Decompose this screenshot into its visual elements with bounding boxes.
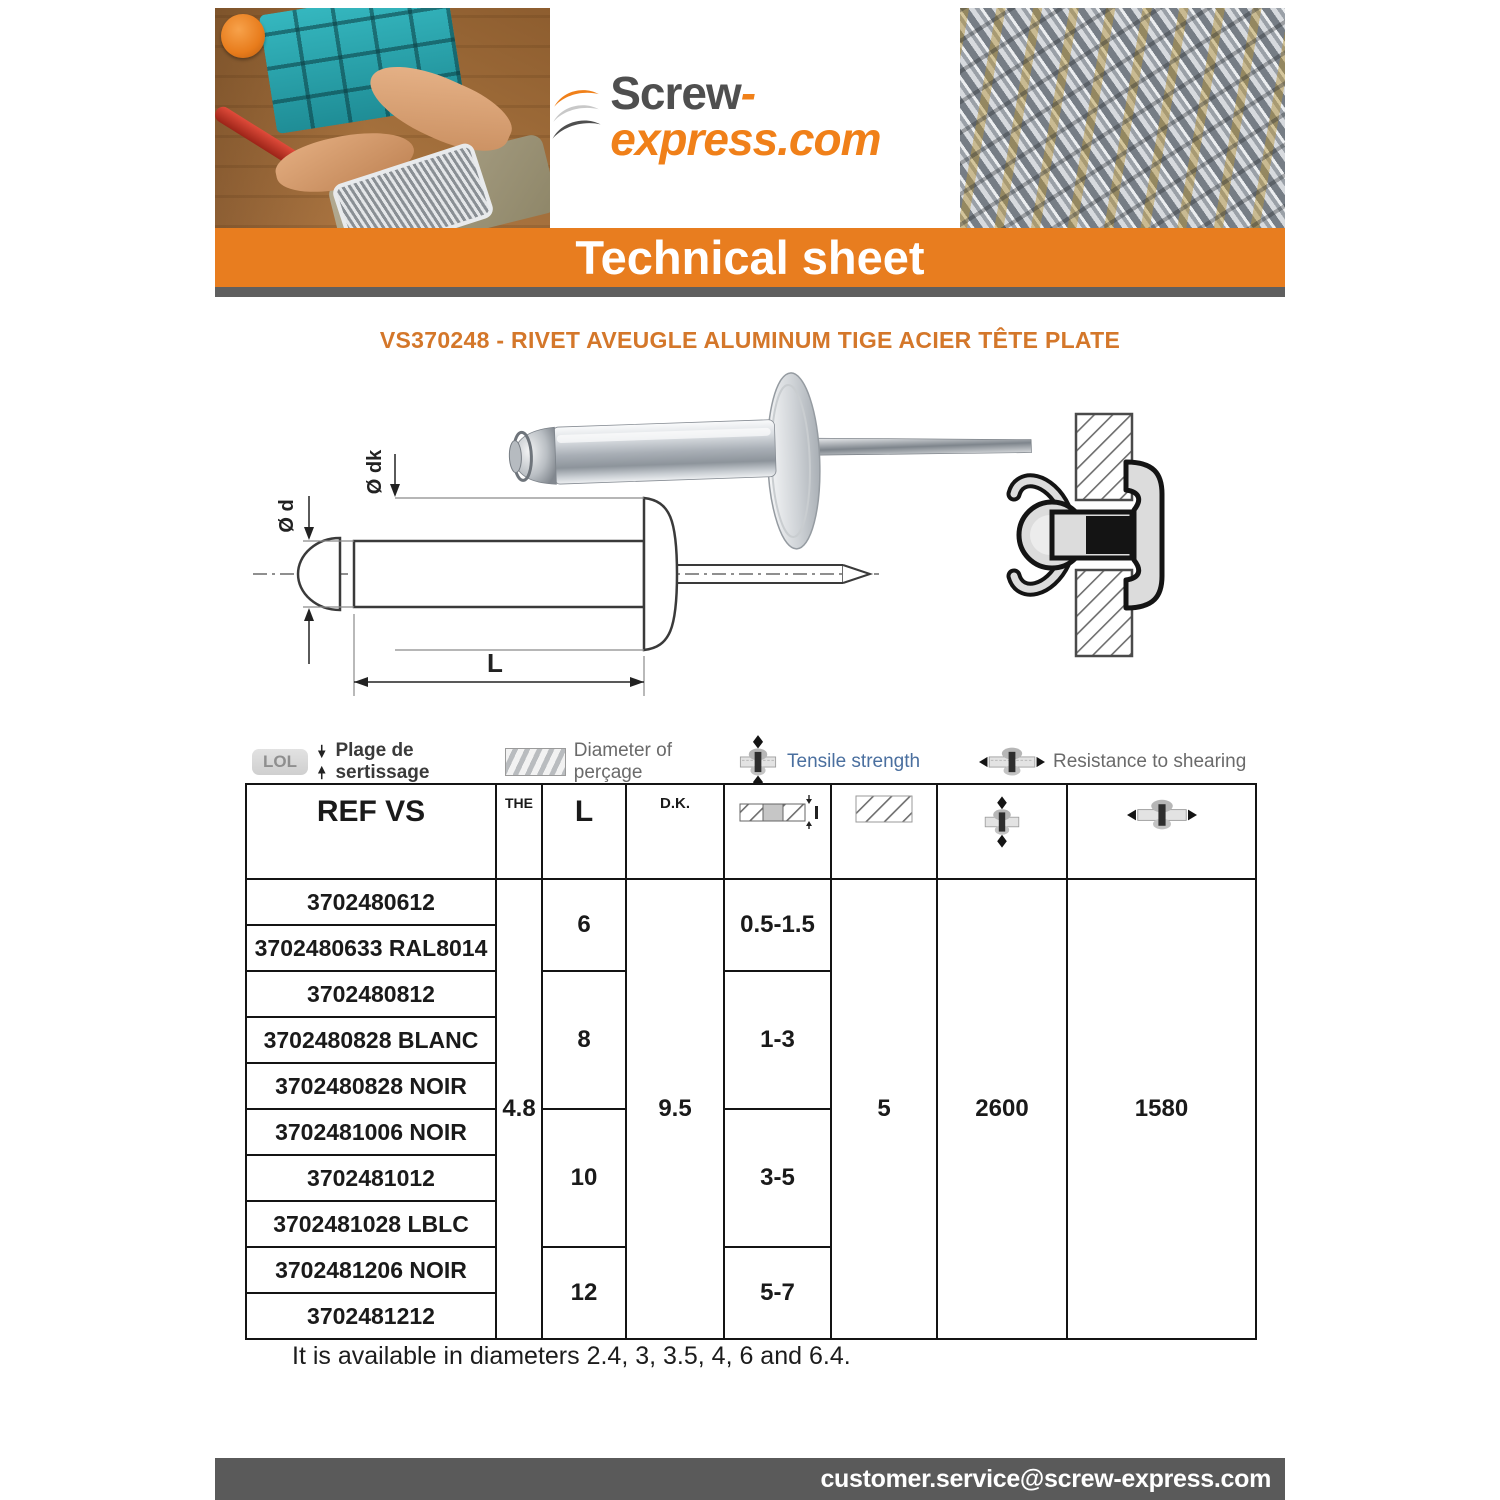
brand-logo <box>550 67 960 165</box>
crimp-range-cell: 0.5-1.5 <box>724 879 831 971</box>
dim-label-body-diameter: Ø d <box>276 499 298 533</box>
crimp-range-cell: 1-3 <box>724 971 831 1109</box>
ref-cell: 3702481212 <box>246 1293 496 1339</box>
tensile-strength-icon <box>737 734 779 790</box>
col-header-dk: D.K. <box>626 784 724 879</box>
ref-cell: 3702480612 <box>246 879 496 925</box>
tape-measure <box>221 14 265 58</box>
shear-resistance-icon <box>1127 795 1197 835</box>
ref-cell: 3702480633 RAL8014 <box>246 925 496 971</box>
crimp-badge: LOL <box>252 749 308 775</box>
logo-brand-orange: -express.com <box>610 67 881 165</box>
legend-row <box>252 740 1262 784</box>
crimp-range-cell: 3-5 <box>724 1109 831 1247</box>
length-cell: 12 <box>542 1247 626 1339</box>
footer-email: customer.service@screw-express.com <box>820 1464 1271 1493</box>
col-header-the: THE <box>496 784 542 879</box>
legend-crimp-range <box>252 740 505 784</box>
the-value-cell: 4.8 <box>496 879 542 1339</box>
ref-cell: 3702481206 NOIR <box>246 1247 496 1293</box>
screws-pile-photo <box>960 8 1285 228</box>
col-header-shear <box>1067 784 1256 879</box>
availability-note: It is available in diameters 2.4, 3, 3.5, 4, 6 and 6.4. <box>292 1342 851 1370</box>
length-cell: 6 <box>542 879 626 971</box>
technical-sheet-banner <box>215 228 1285 287</box>
length-cell: 8 <box>542 971 626 1109</box>
workbench-photo <box>215 8 550 228</box>
col-header-ref: REF VS <box>246 784 496 879</box>
ref-cell: 3702480828 BLANC <box>246 1017 496 1063</box>
logo-swoosh-icon <box>550 79 602 153</box>
header-strip <box>215 8 1285 228</box>
legend-crimp-label: Plage de sertissage <box>335 740 430 783</box>
length-cell: 10 <box>542 1109 626 1247</box>
drill-diameter-icon <box>855 795 913 823</box>
ref-cell: 3702480812 <box>246 971 496 1017</box>
col-header-drill-diameter <box>831 784 937 879</box>
table-header-row <box>246 784 1256 879</box>
logo-brand-dark: Screw <box>610 67 741 119</box>
ref-cell: 3702481006 NOIR <box>246 1109 496 1155</box>
tensile-strength-icon <box>982 795 1022 849</box>
shear-resistance-cell: 1580 <box>1067 879 1256 1339</box>
rivet-product-photo <box>492 370 1037 575</box>
banner-title: Technical sheet <box>575 231 925 284</box>
legend-drill-diameter <box>505 740 737 784</box>
legend-drill-label: Diameter of perçage <box>573 740 672 783</box>
logo-zone <box>550 8 960 228</box>
dim-label-head-diameter: Ø dk <box>364 449 386 495</box>
spec-table <box>245 783 1257 1340</box>
crimp-range-cell: 5-7 <box>724 1247 831 1339</box>
logo-text <box>610 67 960 165</box>
col-header-length: L <box>542 784 626 879</box>
legend-tensile-label: Tensile strength <box>787 751 921 772</box>
dk-value-cell: 9.5 <box>626 879 724 1339</box>
ref-cell: 3702481012 <box>246 1155 496 1201</box>
ref-cell: 3702481028 LBLC <box>246 1201 496 1247</box>
crimp-range-icon <box>738 795 818 829</box>
banner-gray-strip <box>215 287 1285 297</box>
col-header-crimp-range <box>724 784 831 879</box>
col-header-tensile <box>937 784 1067 879</box>
dim-label-length: L <box>487 648 503 678</box>
drill-diameter-cell: 5 <box>831 879 937 1339</box>
product-title: VS370248 - RIVET AVEUGLE ALUMINUM TIGE ACIER TÊTE PLATE <box>379 327 1121 353</box>
legend-shear <box>979 743 1246 781</box>
ref-cell: 3702480828 NOIR <box>246 1063 496 1109</box>
tensile-strength-cell: 2600 <box>937 879 1067 1339</box>
drill-diameter-icon <box>505 748 566 776</box>
rivet-cross-section-diagram <box>1006 410 1176 660</box>
thickness-arrows-icon <box>316 744 327 780</box>
shear-resistance-icon <box>979 743 1045 781</box>
legend-shear-label: Resistance to shearing <box>1053 751 1247 772</box>
legend-tensile <box>737 734 979 790</box>
table-row <box>246 879 1256 925</box>
footer-bar <box>215 1458 1285 1500</box>
